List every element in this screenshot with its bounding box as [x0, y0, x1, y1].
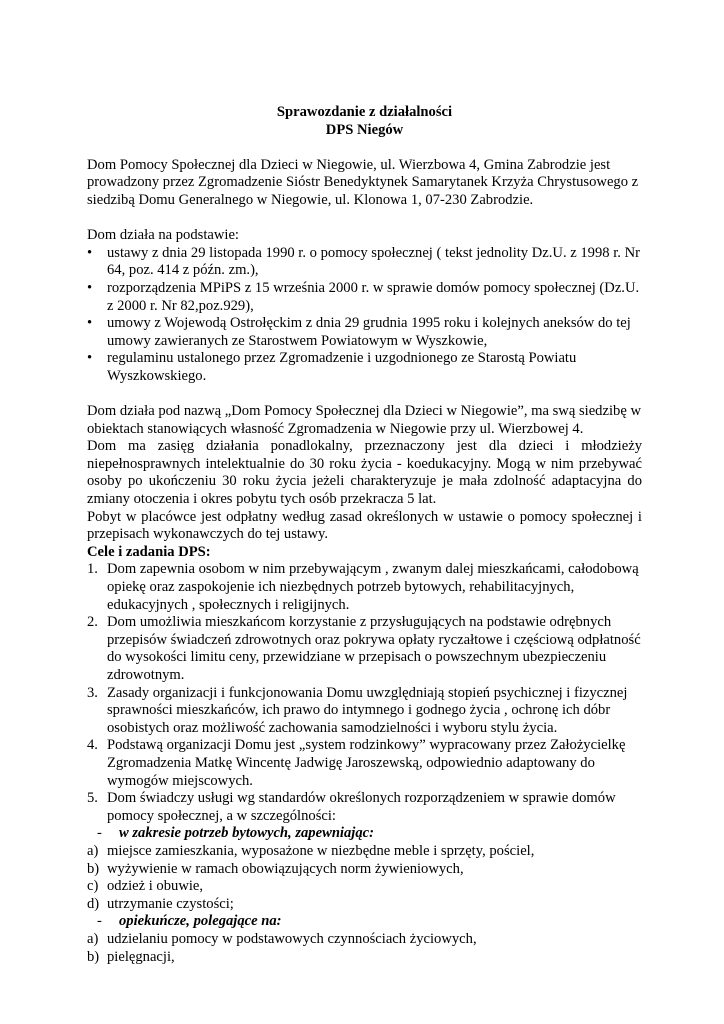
list-item: 1. Dom zapewnia osobom w nim przebywającym , zwanym dalej mieszkańcami, całodobową opiekę oraz zaspokojenie ich niezbędnych potrzeb bytowych, rehabilitacyjnych, edukacyjnych , społecznych i religijnych.: [87, 561, 639, 613]
intro-paragraph: Dom Pomocy Społecznej dla Dzieci w Niegowie, ul. Wierzbowa 4, Gmina Zabrodzie jest prowadzony przez Zgromadzenie Sióstr Benedyktynek Samarytanek Krzyża Chrystusowego z siedzibą Domu Generalnego w Niegowie, ul. Klonowa 1, 07-230 Zabrodzie.: [87, 156, 639, 208]
goals-heading: Cele i zadania DPS:: [87, 543, 211, 560]
list-item: • ustawy z dnia 29 listopada 1990 r. o pomocy społecznej ( tekst jednolity Dz.U. z 1998 r. Nr 64, poz. 414 z późn. zm.),: [87, 244, 640, 279]
list-item: 4. Podstawą organizacji Domu jest „system rodzinkowy” wypracowany przez Założycielkę Zgromadzenia Matkę Wincentę Jadwigę Jaroszewską, odpowiednio adaptowany do wymogów miejscowych.: [87, 737, 626, 789]
name-paragraph: Dom działa pod nazwą „Dom Pomocy Społecznej dla Dzieci w Niegowie”, ma swą siedzibę w obiektach stanowiących własność Zgromadzenia w Niegowie przy ul. Wierzbowej 4.: [87, 403, 641, 437]
range-paragraph: Dom ma zasięg działania ponadlokalny, przeznaczony jest dla dzieci i młodzieży niepełnosprawnych intelektualnie do 30 roku życia - koedukacyjny. Mogą w nim przebywać osoby po ukończeniu 30 roku życia jeżeli charakteryzuje je mała zdolność adaptacyjna do zmiany otoczenia i okres pobytu tych osób przekracza 5 lat.: [87, 438, 642, 508]
bullet-icon: •: [87, 244, 93, 261]
list-item: b) pielęgnacji,: [87, 948, 175, 965]
list-item: • rozporządzenia MPiPS z 15 września 2000 r. w sprawie domów pomocy społecznej (Dz.U. z 2000 r. Nr 82,poz.929),: [87, 279, 640, 314]
list-item: c) odzież i obuwie,: [87, 878, 204, 895]
bullet-icon: •: [87, 350, 93, 367]
sub-heading-living-needs: - w zakresie potrzeb bytowych, zapewniając:: [97, 825, 374, 842]
list-item: 2. Dom umożliwia mieszkańcom korzystanie z przysługujących na podstawie odrębnych przepisów świadczeń zdrowotnych oraz pokrywa opłaty ryczałtowe i częściową odpłatność do wysokości limitu ceny, przewidziane w przepisach o powszechnym ubezpieczeniu zdrowotnym.: [87, 614, 641, 683]
living-needs-list: [87, 843, 642, 913]
payment-paragraph: Pobyt w placówce jest odpłatny według zasad określonych w ustawie o pomocy społecznej i przepisach wykonawczych do tej ustawy.: [87, 508, 642, 543]
list-item: a) miejsce zamieszkania, wyposażone w niezbędne meble i sprzęty, pościel,: [87, 842, 535, 859]
list-item: 3. Zasady organizacji i funkcjonowania Domu uwzględniają stopień psychicznej i fizycznej sprawności mieszkańców, ich prawo do intymnego i godnego życia , ochronę ich dóbr osobistych oraz możliwość zachowania samodzielności i wyboru stylu życia.: [87, 684, 628, 736]
title-line-2: DPS Niegów: [325, 121, 404, 138]
title-line-1: Sprawozdanie z działalności: [276, 104, 453, 120]
list-item: • umowy z Wojewodą Ostrołęckim z dnia 29 grudnia 1995 roku i kolejnych aneksów do tej umowy zawieranych ze Starostwem Powiatowym w Wyszkowie,: [87, 315, 631, 349]
document-body: [87, 104, 642, 966]
basis-heading: Dom działa na podstawie:: [87, 227, 239, 244]
list-item: a) udzielaniu pomocy w podstawowych czynnościach życiowych,: [87, 930, 477, 947]
care-list: [87, 931, 642, 966]
list-item: 5. Dom świadczy usługi wg standardów określonych rozporządzeniem w sprawie domów pomocy społecznej, a w szczególności:: [87, 790, 616, 824]
list-item: d) utrzymanie czystości;: [87, 895, 234, 912]
bullet-icon: •: [87, 315, 93, 332]
basis-list: [87, 245, 642, 386]
list-item: b) wyżywienie w ramach obowiązujących norm żywieniowych,: [87, 860, 464, 877]
list-item: • regulaminu ustalonego przez Zgromadzenie i uzgodnionego ze Starostą Powiatu Wyszkowskiego.: [87, 350, 577, 384]
sub-heading-care: - opiekuńcze, polegające na:: [97, 913, 282, 930]
goals-list: [87, 561, 642, 825]
bullet-icon: •: [87, 279, 93, 296]
